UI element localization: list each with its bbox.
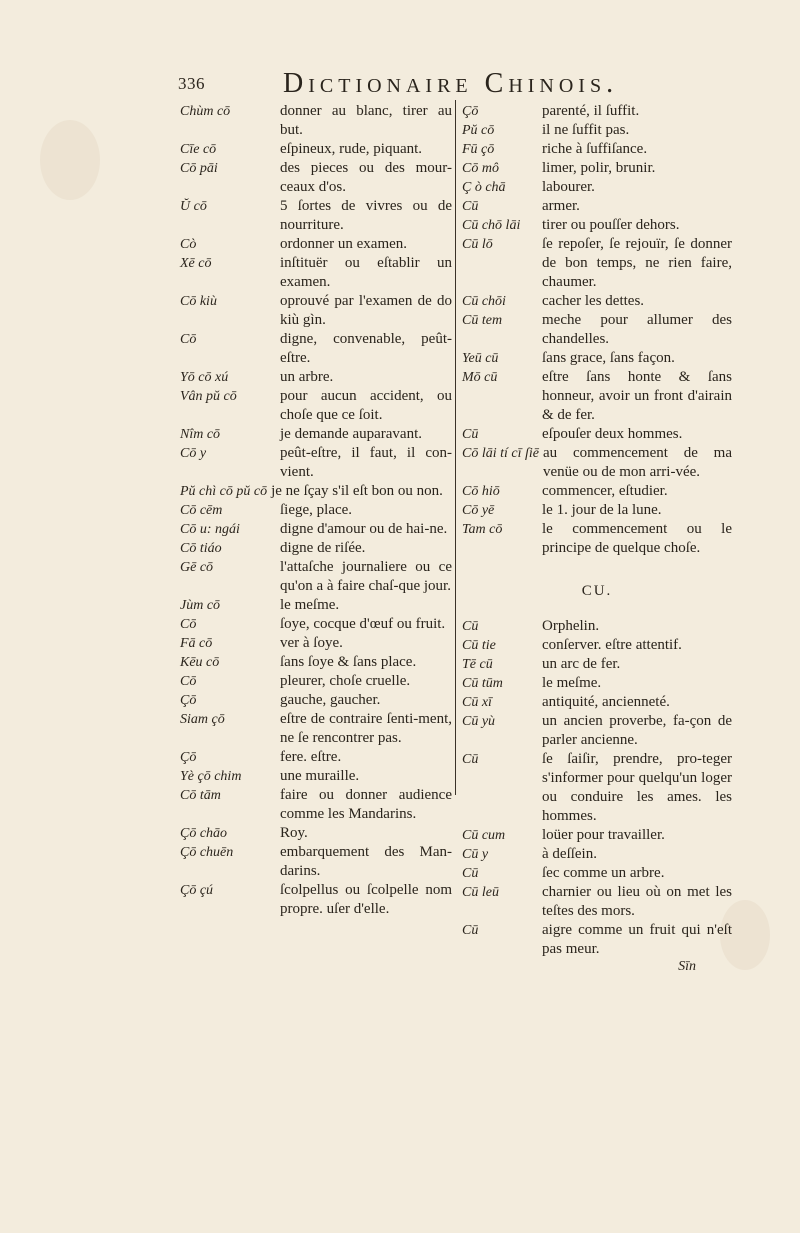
dictionary-entry: [462, 617, 732, 636]
entry-term: Tē cū: [462, 657, 493, 672]
dictionary-entry: [180, 672, 452, 691]
entry-term: Pŭ cō: [462, 123, 495, 138]
entry-gloss: un arbre.: [280, 369, 334, 385]
entry-term: Cō lāi tí cī ſiē: [462, 446, 539, 461]
entry-term: Çō: [180, 750, 197, 765]
entry-term: Çō çú: [180, 883, 214, 898]
entry-gloss: digne, convenable, peût-eſtre.: [280, 331, 452, 366]
dictionary-entry: [462, 178, 732, 197]
dictionary-entry: [462, 311, 732, 349]
entry-gloss: digne de riſée.: [280, 540, 366, 556]
entry-gloss: ver à ſoye.: [280, 635, 343, 651]
page-number: 336: [178, 74, 205, 93]
entry-term: Çō chāo: [180, 826, 228, 841]
entry-gloss: une muraille.: [280, 768, 360, 784]
entry-term: Cū tie: [462, 638, 496, 653]
dictionary-entry: [462, 349, 732, 368]
entry-gloss: pour aucun accident, ou choſe que ce ſoit.: [280, 388, 452, 423]
entry-term: Cū: [462, 199, 479, 214]
entry-term: Cō pāi: [180, 161, 218, 176]
dictionary-entry: [462, 140, 732, 159]
entry-term: Mō cū: [462, 370, 498, 385]
entry-gloss: au commencement de ma venüe ou de mon arri-vée.: [543, 445, 732, 480]
dictionary-entry: [462, 674, 732, 693]
entry-gloss: eſtre de contraire ſenti-ment, ne ſe rencontrer pas.: [280, 711, 452, 746]
entry-gloss: ſe repoſer, ſe rejouïr, ſe donner de bon temps, ne rien faire, chaumer.: [542, 236, 732, 290]
dictionary-entry: [180, 330, 452, 368]
entry-term: Ç ò chā: [462, 180, 506, 195]
dictionary-entry: [180, 615, 452, 634]
entry-term: Cū: [462, 752, 479, 767]
entry-gloss: labourer.: [542, 179, 595, 195]
entry-term: Gē cō: [180, 560, 214, 575]
dictionary-entry: [462, 292, 732, 311]
entry-term: Cū: [462, 923, 479, 938]
entry-gloss: antiquité, ancienneté.: [542, 694, 670, 710]
page-header: [178, 68, 798, 104]
dictionary-entry: [180, 520, 452, 539]
entry-gloss: le meſme.: [542, 675, 602, 691]
entry-gloss: ſcolpellus ou ſcolpelle nom propre. uſer d'elle.: [280, 882, 452, 917]
entry-term: Cò: [180, 237, 197, 252]
entry-term: Cū tūm: [462, 676, 503, 691]
dictionary-entry: [180, 387, 452, 425]
entry-gloss: un arc de fer.: [542, 656, 621, 672]
dictionary-entry: [462, 636, 732, 655]
entry-term: Cū chō lāi: [462, 218, 521, 233]
entry-term: Cū lō: [462, 237, 493, 252]
dictionary-entry: [462, 235, 732, 292]
entry-gloss: loüer pour travailler.: [542, 827, 665, 843]
paper-stain: [40, 120, 100, 200]
section-heading: CU.: [581, 583, 613, 599]
entry-gloss: faire ou donner audience comme les Mandarins.: [280, 787, 452, 822]
dictionary-entry: [180, 254, 452, 292]
right-column-entries: [462, 102, 732, 558]
catchword: Sīn: [678, 959, 696, 974]
dictionary-entry: [180, 235, 452, 254]
entry-gloss: l'attaſche journaliere ou ce qu'on a à faire chaſ-que jour.: [280, 559, 452, 594]
dictionary-entry: [462, 520, 732, 558]
dictionary-entry: [180, 197, 452, 235]
entry-gloss: le commencement ou le principe de quelque choſe.: [542, 521, 732, 556]
entry-term: Yè çō chim: [180, 769, 242, 784]
entry-term: Çō chuēn: [180, 845, 234, 860]
entry-term: Fā cō: [180, 636, 213, 651]
entry-gloss: aigre comme un fruit qui n'eſt pas meur.: [542, 922, 732, 957]
entry-term: Cō hiō: [462, 484, 500, 499]
dictionary-entry: [180, 824, 452, 843]
entry-term: Cō: [180, 332, 197, 347]
entry-gloss: peût-eſtre, il faut, il con-vient.: [280, 445, 452, 480]
entry-gloss: ſans grace, ſans façon.: [542, 350, 675, 366]
entry-gloss: gauche, gaucher.: [280, 692, 381, 708]
dictionary-entry: [180, 653, 452, 672]
dictionary-entry: [180, 710, 452, 748]
dictionary-entry: [462, 883, 732, 921]
entry-term: Cū yù: [462, 714, 496, 729]
entry-gloss: cacher les dettes.: [542, 293, 645, 309]
entry-gloss: eſpouſer deux hommes.: [542, 426, 683, 442]
dictionary-entry: [462, 482, 732, 501]
dictionary-entry: [462, 845, 732, 864]
entry-term: Siam çō: [180, 712, 225, 727]
entry-gloss: fere. eſtre.: [280, 749, 342, 765]
entry-term: Çō: [462, 104, 479, 119]
dictionary-entry: [180, 634, 452, 653]
entry-gloss: à deſſein.: [542, 846, 597, 862]
dictionary-entry: [462, 102, 732, 121]
entry-term: Cū xī: [462, 695, 492, 710]
dictionary-entry: [180, 691, 452, 710]
entry-gloss: je demande auparavant.: [280, 426, 423, 442]
dictionary-entry: [462, 693, 732, 712]
dictionary-entry: [180, 368, 452, 387]
entry-gloss: eſtre ſans honte & ſans honneur, avoir un front d'airain & de fer.: [542, 369, 732, 423]
entry-gloss: commencer, eſtudier.: [542, 483, 668, 499]
dictionary-entry: [180, 159, 452, 197]
left-column: [180, 102, 452, 919]
entry-term: Cū: [462, 619, 479, 634]
entry-gloss: pleurer, choſe cruelle.: [280, 673, 411, 689]
entry-gloss: ſec comme un arbre.: [542, 865, 665, 881]
entry-term: Pŭ chì cō pŭ cō: [180, 484, 268, 499]
entry-term: Fū çō: [462, 142, 495, 157]
entry-term: Cīe cō: [180, 142, 217, 157]
entry-term: Cū tem: [462, 313, 503, 328]
dictionary-entry: [180, 843, 452, 881]
entry-gloss: Orphelin.: [542, 618, 600, 634]
dictionary-entry: [462, 159, 732, 178]
dictionary-entry: [462, 921, 732, 959]
dictionary-entry: [180, 767, 452, 786]
entry-gloss: des pieces ou des mour-ceaux d'os.: [280, 160, 452, 195]
dictionary-entry: [180, 140, 452, 159]
entry-term: Chùm cō: [180, 104, 231, 119]
entry-gloss: Roy.: [280, 825, 308, 841]
entry-gloss: ſans ſoye & ſans place.: [280, 654, 417, 670]
entry-gloss: meche pour allumer des chandelles.: [542, 312, 732, 347]
entry-term: Cū: [462, 866, 479, 881]
entry-term: Çō: [180, 693, 197, 708]
entry-term: Vân pŭ cō: [180, 389, 237, 404]
dictionary-entry: [180, 748, 452, 767]
dictionary-entry: [180, 558, 452, 596]
dictionary-entry: [462, 864, 732, 883]
entry-gloss: ordonner un examen.: [280, 236, 408, 252]
entry-term: Cō yē: [462, 503, 495, 518]
entry-term: Cū chōi: [462, 294, 506, 309]
entry-gloss: parenté, il ſuffit.: [542, 103, 640, 119]
running-title: Dictionaire Chinois.: [283, 68, 619, 99]
entry-gloss: embarquement des Man-darins.: [280, 844, 452, 879]
entry-term: Cō tiáo: [180, 541, 222, 556]
dictionary-entry: [180, 425, 452, 444]
entry-gloss: 5 ſortes de vivres ou de nourriture.: [280, 198, 452, 233]
entry-term: Xē cō: [180, 256, 212, 271]
entry-term: Cō y: [180, 446, 207, 461]
entry-term: Cō mô: [462, 161, 499, 176]
right-column-entries-cu: [462, 617, 732, 959]
dictionary-entry: [180, 881, 452, 919]
entry-term: Cō: [180, 617, 197, 632]
entry-gloss: conſerver. eſtre attentif.: [542, 637, 682, 653]
entry-term: Cū cum: [462, 828, 506, 843]
dictionary-entry: [180, 444, 452, 482]
dictionary-entry: [462, 501, 732, 520]
entry-term: Cō: [180, 674, 197, 689]
dictionary-entry: [462, 368, 732, 425]
entry-term: Kēu cō: [180, 655, 220, 670]
dictionary-entry: [462, 121, 732, 140]
entry-term: Cū y: [462, 847, 489, 862]
entry-gloss: digne d'amour ou de hai-ne.: [280, 521, 448, 537]
dictionary-entry: [462, 216, 732, 235]
entry-term: Cō u: ngái: [180, 522, 240, 537]
dictionary-entry: [180, 102, 452, 140]
entry-term: Jùm cō: [180, 598, 221, 613]
entry-term: Tam cō: [462, 522, 503, 537]
dictionary-entry: [462, 425, 732, 444]
entry-gloss: il ne ſuffit pas.: [542, 122, 630, 138]
dictionary-entry: [462, 444, 732, 482]
dictionary-entry: [462, 750, 732, 826]
entry-gloss: ſoye, cocque d'œuf ou fruit.: [280, 616, 446, 632]
entry-gloss: riche à ſuffiſance.: [542, 141, 648, 157]
entry-gloss: ſe ſaiſir, prendre, pro-teger s'informer pour quelqu'un loger ou conduire les ames. les hommes.: [542, 751, 732, 824]
dictionary-entry: [180, 292, 452, 330]
entry-term: Nîm cō: [180, 427, 221, 442]
entry-term: Cō cēm: [180, 503, 223, 518]
entry-gloss: eſpineux, rude, piquant.: [280, 141, 423, 157]
entry-term: Ŭ cō: [180, 199, 207, 214]
dictionary-entry: [462, 712, 732, 750]
entry-term: Cū leū: [462, 885, 499, 900]
entry-gloss: je ne ſçay s'il eſt bon ou non.: [271, 483, 443, 499]
right-column: [462, 102, 732, 975]
entry-term: Cō tām: [180, 788, 221, 803]
entry-gloss: donner au blanc, tirer au but.: [280, 103, 452, 138]
entry-gloss: un ancien proverbe, fa-çon de parler ancienne.: [542, 713, 732, 748]
entry-gloss: inſtituër ou eſtablir un examen.: [280, 255, 452, 290]
entry-gloss: le meſme.: [280, 597, 340, 613]
entry-gloss: armer.: [542, 198, 580, 214]
dictionary-entry: [180, 539, 452, 558]
entry-gloss: oprouvé par l'examen de do kiù gìn.: [280, 293, 452, 328]
entry-gloss: tirer ou pouſſer dehors.: [542, 217, 680, 233]
entry-term: Cō kiù: [180, 294, 217, 309]
dictionary-entry: [180, 786, 452, 824]
dictionary-entry: [180, 482, 452, 501]
entry-term: Yeū cū: [462, 351, 499, 366]
dictionary-entry: [462, 655, 732, 674]
entry-gloss: ſiege, place.: [280, 502, 353, 518]
dictionary-entry: [180, 596, 452, 615]
entry-gloss: charnier ou lieu où on met les teſtes des mors.: [542, 884, 732, 919]
column-divider: [455, 100, 456, 795]
dictionary-entry: [180, 501, 452, 520]
dictionary-entry: [462, 197, 732, 216]
entry-term: Cū: [462, 427, 479, 442]
dictionary-entry: [462, 826, 732, 845]
entry-gloss: limer, polir, brunir.: [542, 160, 656, 176]
entry-term: Yō cō xú: [180, 370, 229, 385]
entry-gloss: le 1. jour de la lune.: [542, 502, 662, 518]
